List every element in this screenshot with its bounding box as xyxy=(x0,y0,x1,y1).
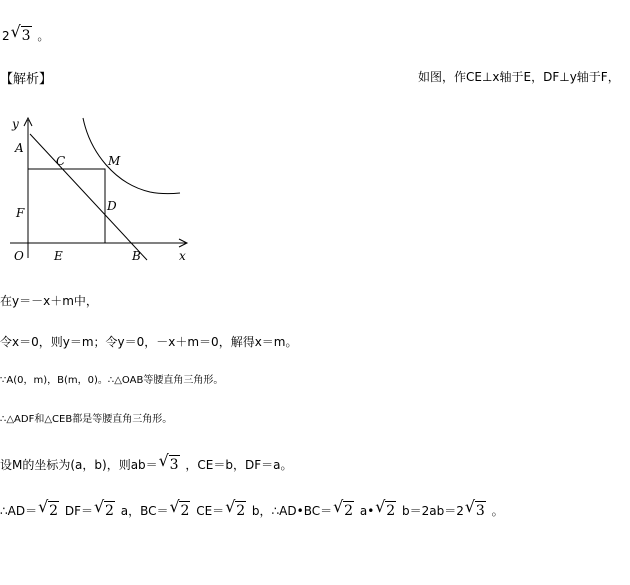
line-AB xyxy=(30,134,147,260)
answer-radicand: 3 xyxy=(21,28,31,44)
rectangle-OEMF xyxy=(28,169,105,243)
line6-part-3: a，BC＝ xyxy=(116,504,169,518)
geometry-figure xyxy=(0,112,200,272)
line5-radicand: 3 xyxy=(169,457,179,473)
label-x: x xyxy=(179,249,186,263)
solution-line-4: ∴△ADF和△CEB都是等腰直角三角形。 xyxy=(0,414,173,425)
sqrt-symbol xyxy=(376,501,396,520)
solution-line-3: ∵A(0，m)，B(m，0)。∴△OAB等腰直角三角形。 xyxy=(0,375,224,386)
section-title: 【解析】 xyxy=(0,72,53,87)
line6-radicand-7: 3 xyxy=(475,503,485,519)
line6-part-7: b＝2ab＝2 xyxy=(398,504,464,518)
label-y: y xyxy=(12,117,19,131)
label-M: M xyxy=(108,154,121,168)
sqrt-symbol xyxy=(95,501,115,520)
line6-part-6: a• xyxy=(356,504,375,518)
solution-line-5 xyxy=(0,455,292,474)
line6-radicand-3: 2 xyxy=(180,503,190,519)
sqrt-symbol xyxy=(466,501,486,520)
answer-line xyxy=(2,26,49,45)
line6-part-1: ∴AD＝ xyxy=(0,504,38,518)
line5-text-a: 设M的坐标为(a，b)，则ab＝ xyxy=(0,458,158,472)
sqrt-symbol xyxy=(39,501,59,520)
answer-suffix: 。 xyxy=(33,29,50,43)
line5-text-b: ，CE＝b，DF＝a。 xyxy=(181,458,293,472)
hyperbola-curve xyxy=(83,118,180,194)
construction-text: 如图，作CE⊥x轴于E，DF⊥y轴于F， xyxy=(418,70,620,84)
line6-radicand-2: 2 xyxy=(104,503,114,519)
solution-line-2: 令x＝0，则y＝m；令y＝0，－x＋m＝0，解得x＝m。 xyxy=(0,335,298,349)
sqrt-symbol xyxy=(226,501,246,520)
line6-part-8: 。 xyxy=(487,504,504,518)
label-C: C xyxy=(56,154,66,168)
sqrt-symbol xyxy=(12,26,32,45)
solution-line-6 xyxy=(0,501,504,520)
label-D: D xyxy=(107,199,117,213)
sqrt-symbol xyxy=(334,501,354,520)
line6-radicand-5: 2 xyxy=(344,503,354,519)
sqrt-symbol xyxy=(160,455,180,474)
line6-part-5: b，∴AD•BC＝ xyxy=(248,504,333,518)
label-A: A xyxy=(15,141,24,155)
line6-part-2: DF＝ xyxy=(61,504,93,518)
label-B: B xyxy=(132,249,141,263)
label-F: F xyxy=(16,206,25,220)
line6-radicand-1: 2 xyxy=(49,503,59,519)
line6-radicand-6: 2 xyxy=(386,503,396,519)
answer-coefficient: 2 xyxy=(2,29,10,43)
solution-line-1: 在y＝－x＋m中， xyxy=(0,294,98,308)
label-E: E xyxy=(54,249,63,263)
line6-part-4: CE＝ xyxy=(192,504,225,518)
sqrt-symbol xyxy=(170,501,190,520)
label-O: O xyxy=(14,249,24,263)
line6-radicand-4: 2 xyxy=(236,503,246,519)
